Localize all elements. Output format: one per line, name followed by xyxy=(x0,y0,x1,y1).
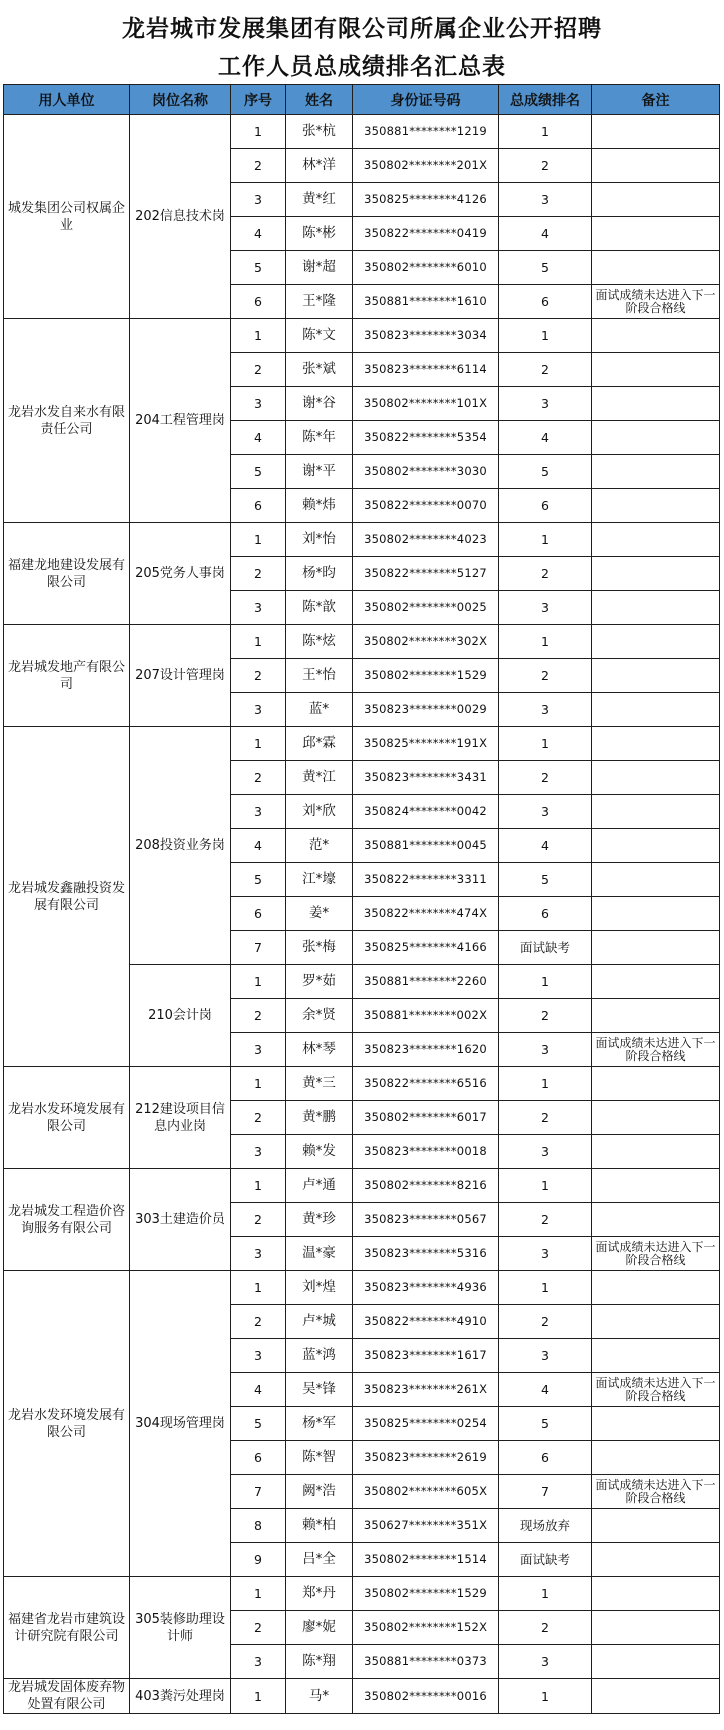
seq-cell: 3 xyxy=(231,183,286,217)
seq-cell: 3 xyxy=(231,795,286,829)
id-number-cell: 350825********191X xyxy=(353,727,499,761)
rank-cell: 4 xyxy=(499,1373,592,1407)
note-cell xyxy=(592,1509,720,1543)
id-number-cell: 350823********3431 xyxy=(353,761,499,795)
id-number-cell: 350881********2260 xyxy=(353,965,499,999)
rank-cell: 2 xyxy=(499,1101,592,1135)
seq-cell: 4 xyxy=(231,217,286,251)
note-cell xyxy=(592,1169,720,1203)
candidate-name-cell: 赖*炜 xyxy=(286,489,353,523)
rank-cell: 3 xyxy=(499,591,592,625)
id-number-cell: 350802********3030 xyxy=(353,455,499,489)
rank-cell: 3 xyxy=(499,1135,592,1169)
rank-cell: 3 xyxy=(499,387,592,421)
note-cell xyxy=(592,1611,720,1645)
id-number-cell: 350822********0070 xyxy=(353,489,499,523)
id-number-cell: 350802********605X xyxy=(353,1475,499,1509)
seq-cell: 3 xyxy=(231,387,286,421)
table-row xyxy=(4,1067,720,1101)
rank-cell: 面试缺考 xyxy=(499,1543,592,1577)
employer-unit-cell: 龙岩水发环境发展有限公司 xyxy=(4,1271,130,1577)
id-number-cell: 350823********0567 xyxy=(353,1203,499,1237)
rank-cell: 4 xyxy=(499,421,592,455)
seq-cell: 1 xyxy=(231,523,286,557)
rank-cell: 1 xyxy=(499,115,592,149)
id-number-cell: 350822********0419 xyxy=(353,217,499,251)
header-rank: 总成绩排名 xyxy=(499,85,592,115)
note-cell xyxy=(592,523,720,557)
candidate-name-cell: 陈*歆 xyxy=(286,591,353,625)
candidate-name-cell: 张*梅 xyxy=(286,931,353,965)
post-name-cell: 207设计管理岗 xyxy=(130,625,231,727)
post-name-cell: 403粪污处理岗 xyxy=(130,1679,231,1714)
employer-unit-cell: 福建省龙岩市建筑设计研究院有限公司 xyxy=(4,1577,130,1679)
id-number-cell: 350802********152X xyxy=(353,1611,499,1645)
post-name-cell: 305装修助理设计师 xyxy=(130,1577,231,1679)
note-cell: 面试成绩未达进入下一阶段合格线 xyxy=(592,1475,720,1509)
note-cell xyxy=(592,1101,720,1135)
employer-unit-cell: 龙岩城发工程造价咨询服务有限公司 xyxy=(4,1169,130,1271)
candidate-name-cell: 杨*军 xyxy=(286,1407,353,1441)
note-cell xyxy=(592,659,720,693)
seq-cell: 3 xyxy=(231,693,286,727)
seq-cell: 1 xyxy=(231,1169,286,1203)
id-number-cell: 350823********3034 xyxy=(353,319,499,353)
id-number-cell: 350823********0018 xyxy=(353,1135,499,1169)
seq-cell: 1 xyxy=(231,625,286,659)
id-number-cell: 350802********6010 xyxy=(353,251,499,285)
seq-cell: 8 xyxy=(231,1509,286,1543)
note-cell xyxy=(592,591,720,625)
note-cell xyxy=(592,149,720,183)
post-name-cell: 212建设项目信息内业岗 xyxy=(130,1067,231,1169)
id-number-cell: 350823********1620 xyxy=(353,1033,499,1067)
id-number-cell: 350802********201X xyxy=(353,149,499,183)
seq-cell: 9 xyxy=(231,1543,286,1577)
rank-cell: 2 xyxy=(499,557,592,591)
candidate-name-cell: 刘*欣 xyxy=(286,795,353,829)
id-number-cell: 350881********1610 xyxy=(353,285,499,319)
post-name-cell: 208投资业务岗 xyxy=(130,727,231,965)
seq-cell: 1 xyxy=(231,1577,286,1611)
rank-cell: 1 xyxy=(499,1679,592,1714)
seq-cell: 1 xyxy=(231,319,286,353)
candidate-name-cell: 廖*妮 xyxy=(286,1611,353,1645)
candidate-name-cell: 陈*炫 xyxy=(286,625,353,659)
candidate-name-cell: 黄*三 xyxy=(286,1067,353,1101)
seq-cell: 1 xyxy=(231,1067,286,1101)
rank-cell: 2 xyxy=(499,1305,592,1339)
note-cell xyxy=(592,795,720,829)
note-cell: 面试成绩未达进入下一阶段合格线 xyxy=(592,1033,720,1067)
rank-cell: 5 xyxy=(499,251,592,285)
note-cell xyxy=(592,387,720,421)
note-cell xyxy=(592,319,720,353)
note-cell xyxy=(592,693,720,727)
note-cell xyxy=(592,1441,720,1475)
rank-cell: 1 xyxy=(499,1169,592,1203)
note-cell xyxy=(592,353,720,387)
candidate-name-cell: 卢*城 xyxy=(286,1305,353,1339)
seq-cell: 1 xyxy=(231,115,286,149)
candidate-name-cell: 郑*丹 xyxy=(286,1577,353,1611)
candidate-name-cell: 林*琴 xyxy=(286,1033,353,1067)
candidate-name-cell: 陈*翔 xyxy=(286,1645,353,1679)
candidate-name-cell: 温*豪 xyxy=(286,1237,353,1271)
candidate-name-cell: 张*杭 xyxy=(286,115,353,149)
id-number-cell: 350881********1219 xyxy=(353,115,499,149)
rank-cell: 1 xyxy=(499,1271,592,1305)
seq-cell: 4 xyxy=(231,829,286,863)
post-name-cell: 204工程管理岗 xyxy=(130,319,231,523)
candidate-name-cell: 吕*全 xyxy=(286,1543,353,1577)
seq-cell: 2 xyxy=(231,761,286,795)
note-cell xyxy=(592,1679,720,1714)
header-name: 姓名 xyxy=(286,85,353,115)
seq-cell: 6 xyxy=(231,285,286,319)
note-cell xyxy=(592,863,720,897)
seq-cell: 7 xyxy=(231,931,286,965)
rank-cell: 2 xyxy=(499,353,592,387)
note-cell xyxy=(592,115,720,149)
candidate-name-cell: 谢*超 xyxy=(286,251,353,285)
note-cell xyxy=(592,1305,720,1339)
title-block xyxy=(0,0,724,84)
seq-cell: 2 xyxy=(231,999,286,1033)
seq-cell: 3 xyxy=(231,1135,286,1169)
seq-cell: 2 xyxy=(231,557,286,591)
note-cell xyxy=(592,829,720,863)
rank-cell: 2 xyxy=(499,999,592,1033)
candidate-name-cell: 江*壕 xyxy=(286,863,353,897)
candidate-name-cell: 陈*文 xyxy=(286,319,353,353)
id-number-cell: 350802********0025 xyxy=(353,591,499,625)
employer-unit-cell: 龙岩城发鑫融投资发展有限公司 xyxy=(4,727,130,1067)
candidate-name-cell: 黄*江 xyxy=(286,761,353,795)
note-cell: 面试成绩未达进入下一阶段合格线 xyxy=(592,1373,720,1407)
table-row xyxy=(4,625,720,659)
id-number-cell: 350802********1529 xyxy=(353,659,499,693)
seq-cell: 1 xyxy=(231,965,286,999)
employer-unit-cell: 龙岩城发固体废弃物处置有限公司 xyxy=(4,1679,130,1714)
candidate-name-cell: 赖*柏 xyxy=(286,1509,353,1543)
note-cell xyxy=(592,1407,720,1441)
id-number-cell: 350881********002X xyxy=(353,999,499,1033)
note-cell xyxy=(592,965,720,999)
id-number-cell: 350823********261X xyxy=(353,1373,499,1407)
note-cell xyxy=(592,557,720,591)
id-number-cell: 350822********5354 xyxy=(353,421,499,455)
id-number-cell: 350802********1529 xyxy=(353,1577,499,1611)
seq-cell: 1 xyxy=(231,1679,286,1714)
id-number-cell: 350825********4166 xyxy=(353,931,499,965)
post-name-cell: 205党务人事岗 xyxy=(130,523,231,625)
id-number-cell: 350881********0045 xyxy=(353,829,499,863)
header-id-number: 身份证号码 xyxy=(353,85,499,115)
id-number-cell: 350802********0016 xyxy=(353,1679,499,1714)
seq-cell: 6 xyxy=(231,1441,286,1475)
seq-cell: 5 xyxy=(231,251,286,285)
rank-cell: 2 xyxy=(499,761,592,795)
seq-cell: 3 xyxy=(231,591,286,625)
candidate-name-cell: 林*洋 xyxy=(286,149,353,183)
rank-cell: 5 xyxy=(499,455,592,489)
note-cell xyxy=(592,1577,720,1611)
employer-unit-cell: 龙岩城发地产有限公司 xyxy=(4,625,130,727)
note-cell xyxy=(592,251,720,285)
seq-cell: 3 xyxy=(231,1237,286,1271)
candidate-name-cell: 谢*平 xyxy=(286,455,353,489)
candidate-name-cell: 卢*通 xyxy=(286,1169,353,1203)
id-number-cell: 350825********4126 xyxy=(353,183,499,217)
candidate-name-cell: 阙*浩 xyxy=(286,1475,353,1509)
seq-cell: 2 xyxy=(231,659,286,693)
table-row xyxy=(4,1169,720,1203)
rank-cell: 1 xyxy=(499,625,592,659)
document-title-line-1: 龙岩城市发展集团有限公司所属企业公开招聘 xyxy=(122,15,602,42)
seq-cell: 3 xyxy=(231,1645,286,1679)
note-cell xyxy=(592,421,720,455)
candidate-name-cell: 黄*珍 xyxy=(286,1203,353,1237)
document-title-line-2: 工作人员总成绩排名汇总表 xyxy=(218,53,506,80)
id-number-cell: 350822********6516 xyxy=(353,1067,499,1101)
id-number-cell: 350802********6017 xyxy=(353,1101,499,1135)
ranking-table xyxy=(3,84,720,1714)
seq-cell: 2 xyxy=(231,1203,286,1237)
seq-cell: 1 xyxy=(231,1271,286,1305)
rank-cell: 3 xyxy=(499,1033,592,1067)
employer-unit-cell: 福建龙地建设发展有限公司 xyxy=(4,523,130,625)
note-cell xyxy=(592,1271,720,1305)
rank-cell: 面试缺考 xyxy=(499,931,592,965)
candidate-name-cell: 刘*怡 xyxy=(286,523,353,557)
seq-cell: 2 xyxy=(231,353,286,387)
id-number-cell: 350627********351X xyxy=(353,1509,499,1543)
header-post: 岗位名称 xyxy=(130,85,231,115)
header-note: 备注 xyxy=(592,85,720,115)
rank-cell: 4 xyxy=(499,829,592,863)
note-cell xyxy=(592,455,720,489)
note-cell: 面试成绩未达进入下一阶段合格线 xyxy=(592,285,720,319)
candidate-name-cell: 谢*谷 xyxy=(286,387,353,421)
note-cell xyxy=(592,727,720,761)
id-number-cell: 350823********5316 xyxy=(353,1237,499,1271)
id-number-cell: 350802********101X xyxy=(353,387,499,421)
id-number-cell: 350823********1617 xyxy=(353,1339,499,1373)
note-cell xyxy=(592,1135,720,1169)
rank-cell: 7 xyxy=(499,1475,592,1509)
note-cell xyxy=(592,931,720,965)
note-cell xyxy=(592,761,720,795)
rank-cell: 2 xyxy=(499,1203,592,1237)
rank-cell: 3 xyxy=(499,1237,592,1271)
seq-cell: 2 xyxy=(231,1611,286,1645)
note-cell xyxy=(592,1339,720,1373)
table-row xyxy=(4,727,720,761)
seq-cell: 6 xyxy=(231,489,286,523)
rank-cell: 2 xyxy=(499,149,592,183)
note-cell xyxy=(592,897,720,931)
candidate-name-cell: 吴*锋 xyxy=(286,1373,353,1407)
seq-cell: 2 xyxy=(231,149,286,183)
note-cell xyxy=(592,217,720,251)
table-row xyxy=(4,1679,720,1714)
header-unit: 用人单位 xyxy=(4,85,130,115)
candidate-name-cell: 刘*煌 xyxy=(286,1271,353,1305)
rank-cell: 1 xyxy=(499,965,592,999)
seq-cell: 4 xyxy=(231,1373,286,1407)
note-cell: 面试成绩未达进入下一阶段合格线 xyxy=(592,1237,720,1271)
id-number-cell: 350802********8216 xyxy=(353,1169,499,1203)
candidate-name-cell: 姜* xyxy=(286,897,353,931)
id-number-cell: 350822********474X xyxy=(353,897,499,931)
id-number-cell: 350802********4023 xyxy=(353,523,499,557)
candidate-name-cell: 余*贤 xyxy=(286,999,353,1033)
seq-cell: 5 xyxy=(231,1407,286,1441)
header-seq: 序号 xyxy=(231,85,286,115)
rank-cell: 3 xyxy=(499,1645,592,1679)
rank-cell: 3 xyxy=(499,183,592,217)
note-cell xyxy=(592,183,720,217)
id-number-cell: 350822********3311 xyxy=(353,863,499,897)
candidate-name-cell: 范* xyxy=(286,829,353,863)
candidate-name-cell: 王*怡 xyxy=(286,659,353,693)
candidate-name-cell: 杨*昀 xyxy=(286,557,353,591)
id-number-cell: 350822********5127 xyxy=(353,557,499,591)
note-cell xyxy=(592,625,720,659)
rank-cell: 1 xyxy=(499,1067,592,1101)
id-number-cell: 350823********0029 xyxy=(353,693,499,727)
rank-cell: 1 xyxy=(499,523,592,557)
rank-cell: 1 xyxy=(499,1577,592,1611)
id-number-cell: 350802********302X xyxy=(353,625,499,659)
rank-cell: 2 xyxy=(499,1611,592,1645)
note-cell xyxy=(592,1067,720,1101)
seq-cell: 3 xyxy=(231,1339,286,1373)
header-row xyxy=(4,85,720,115)
seq-cell: 1 xyxy=(231,727,286,761)
table-row xyxy=(4,319,720,353)
id-number-cell: 350825********0254 xyxy=(353,1407,499,1441)
rank-cell: 3 xyxy=(499,1339,592,1373)
note-cell xyxy=(592,489,720,523)
rank-cell: 现场放弃 xyxy=(499,1509,592,1543)
candidate-name-cell: 罗*茹 xyxy=(286,965,353,999)
candidate-name-cell: 陈*智 xyxy=(286,1441,353,1475)
candidate-name-cell: 张*斌 xyxy=(286,353,353,387)
table-row xyxy=(4,1271,720,1305)
table-row xyxy=(4,115,720,149)
id-number-cell: 350824********0042 xyxy=(353,795,499,829)
seq-cell: 5 xyxy=(231,863,286,897)
id-number-cell: 350823********4936 xyxy=(353,1271,499,1305)
post-name-cell: 304现场管理岗 xyxy=(130,1271,231,1577)
rank-cell: 3 xyxy=(499,693,592,727)
note-cell xyxy=(592,1203,720,1237)
candidate-name-cell: 马* xyxy=(286,1679,353,1714)
seq-cell: 5 xyxy=(231,455,286,489)
candidate-name-cell: 赖*发 xyxy=(286,1135,353,1169)
rank-cell: 2 xyxy=(499,659,592,693)
rank-cell: 5 xyxy=(499,1407,592,1441)
table-body xyxy=(4,115,720,1714)
rank-cell: 1 xyxy=(499,727,592,761)
candidate-name-cell: 陈*彬 xyxy=(286,217,353,251)
rank-cell: 6 xyxy=(499,1441,592,1475)
employer-unit-cell: 龙岩水发自来水有限责任公司 xyxy=(4,319,130,523)
candidate-name-cell: 蓝* xyxy=(286,693,353,727)
rank-cell: 4 xyxy=(499,217,592,251)
rank-cell: 6 xyxy=(499,285,592,319)
post-name-cell: 303土建造价员 xyxy=(130,1169,231,1271)
rank-cell: 6 xyxy=(499,489,592,523)
post-name-cell: 210会计岗 xyxy=(130,965,231,1067)
seq-cell: 4 xyxy=(231,421,286,455)
rank-cell: 6 xyxy=(499,897,592,931)
table-row xyxy=(4,1577,720,1611)
table-row xyxy=(4,523,720,557)
candidate-name-cell: 黄*红 xyxy=(286,183,353,217)
employer-unit-cell: 龙岩水发环境发展有限公司 xyxy=(4,1067,130,1169)
seq-cell: 2 xyxy=(231,1305,286,1339)
candidate-name-cell: 黄*鹏 xyxy=(286,1101,353,1135)
id-number-cell: 350802********1514 xyxy=(353,1543,499,1577)
seq-cell: 6 xyxy=(231,897,286,931)
employer-unit-cell: 城发集团公司权属企业 xyxy=(4,115,130,319)
rank-cell: 5 xyxy=(499,863,592,897)
id-number-cell: 350823********2619 xyxy=(353,1441,499,1475)
id-number-cell: 350822********4910 xyxy=(353,1305,499,1339)
rank-cell: 1 xyxy=(499,319,592,353)
rank-cell: 3 xyxy=(499,795,592,829)
candidate-name-cell: 蓝*鸿 xyxy=(286,1339,353,1373)
id-number-cell: 350823********6114 xyxy=(353,353,499,387)
note-cell xyxy=(592,1543,720,1577)
candidate-name-cell: 邱*霖 xyxy=(286,727,353,761)
seq-cell: 2 xyxy=(231,1101,286,1135)
candidate-name-cell: 王*隆 xyxy=(286,285,353,319)
post-name-cell: 202信息技术岗 xyxy=(130,115,231,319)
seq-cell: 7 xyxy=(231,1475,286,1509)
candidate-name-cell: 陈*年 xyxy=(286,421,353,455)
note-cell xyxy=(592,1645,720,1679)
seq-cell: 3 xyxy=(231,1033,286,1067)
id-number-cell: 350881********0373 xyxy=(353,1645,499,1679)
note-cell xyxy=(592,999,720,1033)
